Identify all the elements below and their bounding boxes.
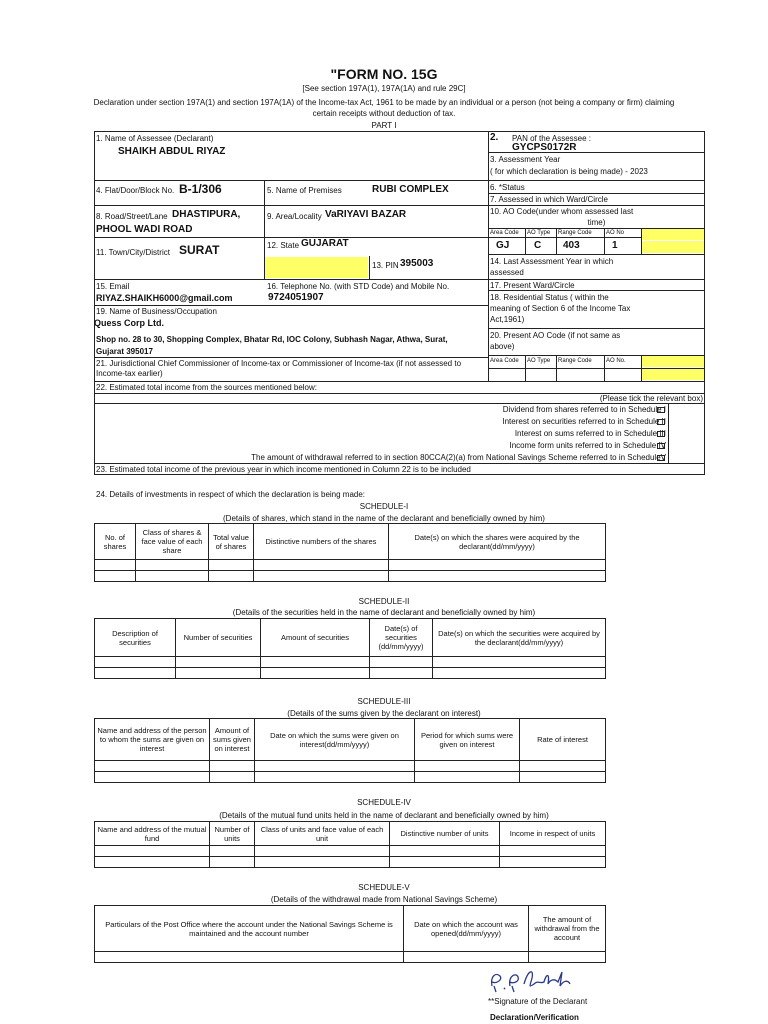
assessment-year-label: 3. Assessment Year (490, 155, 561, 164)
s1-cell[interactable] (209, 560, 254, 571)
schedule-5-subtitle: (Details of the withdrawal made from National Savings Scheme) (270, 895, 498, 904)
source-sums: Interest on sums referred to in Schedule III (514, 429, 666, 438)
s3-cell[interactable] (255, 761, 415, 772)
schedule-4-subtitle: (Details of the mutual fund units held in the name of declarant and beneficially owned by him) (219, 811, 549, 820)
locality-value: VaRIYAVI BAZAR (325, 209, 407, 220)
s1-cell[interactable] (136, 560, 209, 571)
email-value: RIYAZ.SHAIKH6000@gmail.com (96, 293, 233, 303)
s3-cell[interactable] (210, 761, 255, 772)
s2-cell[interactable] (433, 668, 606, 679)
part-label: PART I (371, 121, 397, 130)
checkbox-dividend[interactable] (657, 407, 665, 413)
s1-col-shares: No. of shares (95, 524, 136, 560)
s5-cell[interactable] (95, 952, 404, 963)
checkbox-sums[interactable] (657, 431, 665, 437)
signature-caption: **Signature of the Declarant (488, 997, 588, 1006)
residential-status-label: 18. Residential Status ( within the (490, 293, 609, 302)
flat-label: 4. Flat/Door/Block No. (96, 186, 175, 195)
ao2-no-header: AO No. (606, 358, 626, 364)
ao-no-header: AO No (606, 230, 625, 236)
ao2-range-header: Range Code (558, 358, 592, 364)
s4-col-number: Number of units (210, 822, 255, 846)
schedule-3-table (94, 718, 606, 783)
source-dividend: Dividend from shares referred to in Schedule I (502, 405, 666, 414)
investments-intro: 24. Details of investments in respect of which the declaration is being made: (96, 490, 366, 499)
ao-range-header: Range Code (558, 230, 592, 236)
pin-label: 13. PIN (372, 261, 399, 270)
schedule-5-title: SCHEDULE-V (358, 883, 410, 892)
premises-value: RUBI COMPLEX (372, 184, 449, 195)
checkbox-units[interactable] (657, 443, 665, 449)
s3-cell[interactable] (520, 761, 606, 772)
ao-area-code-value: GJ (496, 240, 510, 251)
s4-cell[interactable] (255, 857, 390, 868)
s5-col-particulars: Particulars of the Post Office where the account under the National Savings Scheme is maintained and the account number (95, 906, 404, 952)
verification-heading: Declaration/Verification (490, 1013, 579, 1022)
road-value-1: DHASTIPURA, (172, 209, 241, 220)
road-label: 8. Road/Street/Lane (96, 212, 168, 221)
s1-cell[interactable] (136, 571, 209, 582)
s5-cell[interactable] (529, 952, 606, 963)
jurisdiction-label: 21. Jurisdictional Chief Commissioner of Income-tax or Commissioner of Income-tax (if not assessed to (96, 359, 462, 368)
residential-status-label-3: Act,1961) (490, 315, 525, 324)
state-label: 12. State (267, 241, 300, 250)
s1-col-distinctive: Distinctive numbers of the shares (254, 524, 389, 560)
s4-cell[interactable] (210, 857, 255, 868)
pin-value: 395003 (400, 258, 434, 269)
last-assessment-label-2: assessed (490, 268, 524, 277)
pan-label: PAN of the Assessee : (512, 134, 592, 143)
ao-no-highlight-2 (642, 241, 704, 253)
ao-no-value: 1 (612, 240, 618, 251)
s4-col-class: Class of units and face value of each unit (255, 822, 390, 846)
business-label: 19. Name of Business/Occupation (96, 307, 217, 316)
road-value-2: PHOOL WADI ROAD (96, 224, 193, 235)
s2-cell[interactable] (433, 657, 606, 668)
s5-col-amount: The amount of withdrawal from the account (529, 906, 606, 952)
flat-value: B-1/306 (179, 182, 222, 196)
s1-cell[interactable] (95, 560, 136, 571)
form-sections: [See section 197A(1), 197A(1A) and rule 29C] (302, 84, 466, 93)
s4-cell[interactable] (95, 857, 210, 868)
ao-type-value: C (534, 240, 542, 251)
declarant-signature (484, 962, 584, 996)
ao-code-label-2: time) (587, 218, 606, 227)
source-nss: The amount of withdrawal referred to in section 80CCA(2)(a) from National Savings Scheme referred to in ScheduleV (251, 453, 666, 462)
schedule-3-title: SCHEDULE-III (357, 697, 411, 706)
source-units: Income form units referred to in Schedule IV (509, 441, 666, 450)
schedule-2-title: SCHEDULE-II (358, 597, 410, 606)
schedule-5-table (94, 905, 606, 963)
s4-col-name: Name and address of the mutual fund (95, 822, 210, 846)
ward-label: 7. Assessed in which Ward/Circle (490, 195, 608, 204)
schedule-4-table (94, 821, 606, 868)
name-value: SHAIKH ABDUL RIYAZ (118, 146, 226, 157)
telephone-value: 9724051907 (268, 292, 324, 303)
s3-cell[interactable] (95, 772, 210, 783)
s1-col-class: Class of shares & face value of each share (136, 524, 209, 560)
s2-cell[interactable] (176, 668, 261, 679)
s3-col-period: Period for which sums were given on interest (415, 719, 520, 761)
s4-cell[interactable] (500, 846, 606, 857)
ao2-area-code-header: Area Code (490, 358, 519, 364)
s4-cell[interactable] (390, 846, 500, 857)
schedule-3-subtitle: (Details of the sums given by the declarant on interest) (287, 709, 481, 718)
s3-cell[interactable] (210, 772, 255, 783)
s3-cell[interactable] (415, 772, 520, 783)
schedule-2-table (94, 618, 606, 679)
schedule-2-subtitle: (Details of the securities held in the name of declarant and beneficially owned by him) (232, 608, 536, 617)
s3-cell[interactable] (520, 772, 606, 783)
ao-area-code-header: Area Code (490, 230, 519, 236)
s1-cell[interactable] (254, 571, 389, 582)
s1-cell[interactable] (254, 560, 389, 571)
s2-cell[interactable] (176, 657, 261, 668)
ao2-no-highlight (642, 356, 704, 367)
pan-value: GYCPS0172R (512, 142, 577, 153)
s1-cell[interactable] (389, 560, 606, 571)
s2-cell[interactable] (370, 668, 433, 679)
s4-col-distinctive: Distinctive number of units (390, 822, 500, 846)
s4-col-income: Income in respect of units (500, 822, 606, 846)
form-title: "FORM NO. 15G (330, 66, 438, 82)
s3-col-date: Date on which the sums were given on interest(dd/mm/yyyy) (255, 719, 415, 761)
declaration-line-1: Declaration under section 197A(1) and section 197A(1A) of the Income-tax Act, 1961 to be made by an individual or a person (not being a company or firm) claiming (93, 98, 675, 107)
tick-note: (Please tick the relevant box) (599, 394, 703, 403)
state-field-highlight (265, 257, 368, 278)
present-ao-label: 20. Present AO Code (if not same as (490, 331, 621, 340)
estimated-income-label: 22. Estimated total income from the sources mentioned below: (96, 383, 317, 392)
pan-number: 2. (490, 132, 499, 143)
s2-col-number: Number of securities (176, 619, 261, 657)
telephone-label: 16. Telephone No. (with STD Code) and Mobile No. (267, 282, 450, 291)
s4-cell[interactable] (500, 857, 606, 868)
s1-cell[interactable] (95, 571, 136, 582)
s2-cell[interactable] (370, 657, 433, 668)
s1-col-date: Date(s) on which the shares were acquired by the declarant(dd/mm/yyyy) (389, 524, 606, 560)
s2-cell[interactable] (95, 657, 176, 668)
locality-label: 9. Area/Locality (267, 212, 322, 221)
jurisdiction-label-2: Income-tax earlier) (96, 369, 163, 378)
s4-cell[interactable] (390, 857, 500, 868)
s3-cell[interactable] (255, 772, 415, 783)
assessment-year-value: ( for which declaration is being made) - 2023 (490, 167, 648, 176)
name-label: 1. Name of Assessee (Declarant) (96, 134, 214, 143)
s1-cell[interactable] (209, 571, 254, 582)
status-label: 6. *Status (490, 183, 525, 192)
s3-cell[interactable] (415, 761, 520, 772)
s2-cell[interactable] (261, 668, 370, 679)
s2-col-amount: Amount of securities (261, 619, 370, 657)
s2-cell[interactable] (261, 657, 370, 668)
ao-type-header: AO Type (527, 230, 551, 236)
s5-cell[interactable] (404, 952, 529, 963)
s1-col-total: Total value of shares (209, 524, 254, 560)
present-ward-label: 17. Present Ward/Circle (490, 281, 575, 290)
s2-col-acquired: Date(s) on which the securities were acquired by the declarant(dd/mm/yyyy) (433, 619, 606, 657)
source-securities: Interest on securities referred to in Schedule II (502, 417, 666, 426)
s2-cell[interactable] (95, 668, 176, 679)
s2-col-dates: Date(s) of securities (dd/mm/yyyy) (370, 619, 433, 657)
ao-no-highlight (642, 229, 704, 240)
declaration-line-2: certain receipts without deduction of tax. (312, 109, 456, 118)
previous-year-income-label: 23. Estimated total income of the previous year in which income mentioned in Column 22 is to be included (96, 465, 471, 474)
s3-cell[interactable] (95, 761, 210, 772)
ao-code-label: 10. AO Code(under whom assessed last (490, 207, 634, 216)
s3-col-rate: Rate of interest (520, 719, 606, 761)
ao2-type-header: AO Type (527, 358, 551, 364)
schedule-1-title: SCHEDULE-I (359, 502, 409, 511)
s3-col-amount: Amount of sums given on interest (210, 719, 255, 761)
s4-cell[interactable] (255, 846, 390, 857)
ao-range-value: 403 (563, 240, 580, 251)
business-value: Quess Corp Ltd. (94, 318, 165, 328)
s1-cell[interactable] (389, 571, 606, 582)
s5-col-date: Date on which the account was opened(dd/mm/yyyy) (404, 906, 529, 952)
checkbox-nss[interactable] (657, 455, 665, 461)
city-value: SURAT (179, 243, 220, 257)
premises-label: 5. Name of Premises (267, 186, 342, 195)
s4-cell[interactable] (210, 846, 255, 857)
s3-col-name: Name and address of the person to whom the sums are given on interest (95, 719, 210, 761)
last-assessment-label: 14. Last Assessment Year in which (490, 257, 614, 266)
business-address-2: Gujarat 395017 (96, 347, 153, 356)
residential-status-label-2: meaning of Section 6 of the Income Tax (490, 304, 631, 313)
s4-cell[interactable] (95, 846, 210, 857)
s2-col-description: Description of securities (95, 619, 176, 657)
checkbox-securities[interactable] (657, 419, 665, 425)
state-value: GUJARAT (301, 238, 349, 249)
city-label: 11. Town/City/District (96, 248, 170, 257)
schedule-1-table (94, 523, 606, 582)
ao2-no-highlight-2 (642, 369, 704, 380)
schedule-1-subtitle: (Details of shares, which stand in the name of the declarant and beneficially owned by him) (223, 514, 545, 523)
business-address: Shop no. 28 to 30, Shopping Complex, Bhatar Rd, IOC Colony, Subhash Nagar, Athwa, Surat, (96, 335, 448, 344)
present-ao-label-2: above) (490, 342, 515, 351)
schedule-4-title: SCHEDULE-IV (357, 798, 411, 807)
email-label: 15. Email (96, 282, 130, 291)
